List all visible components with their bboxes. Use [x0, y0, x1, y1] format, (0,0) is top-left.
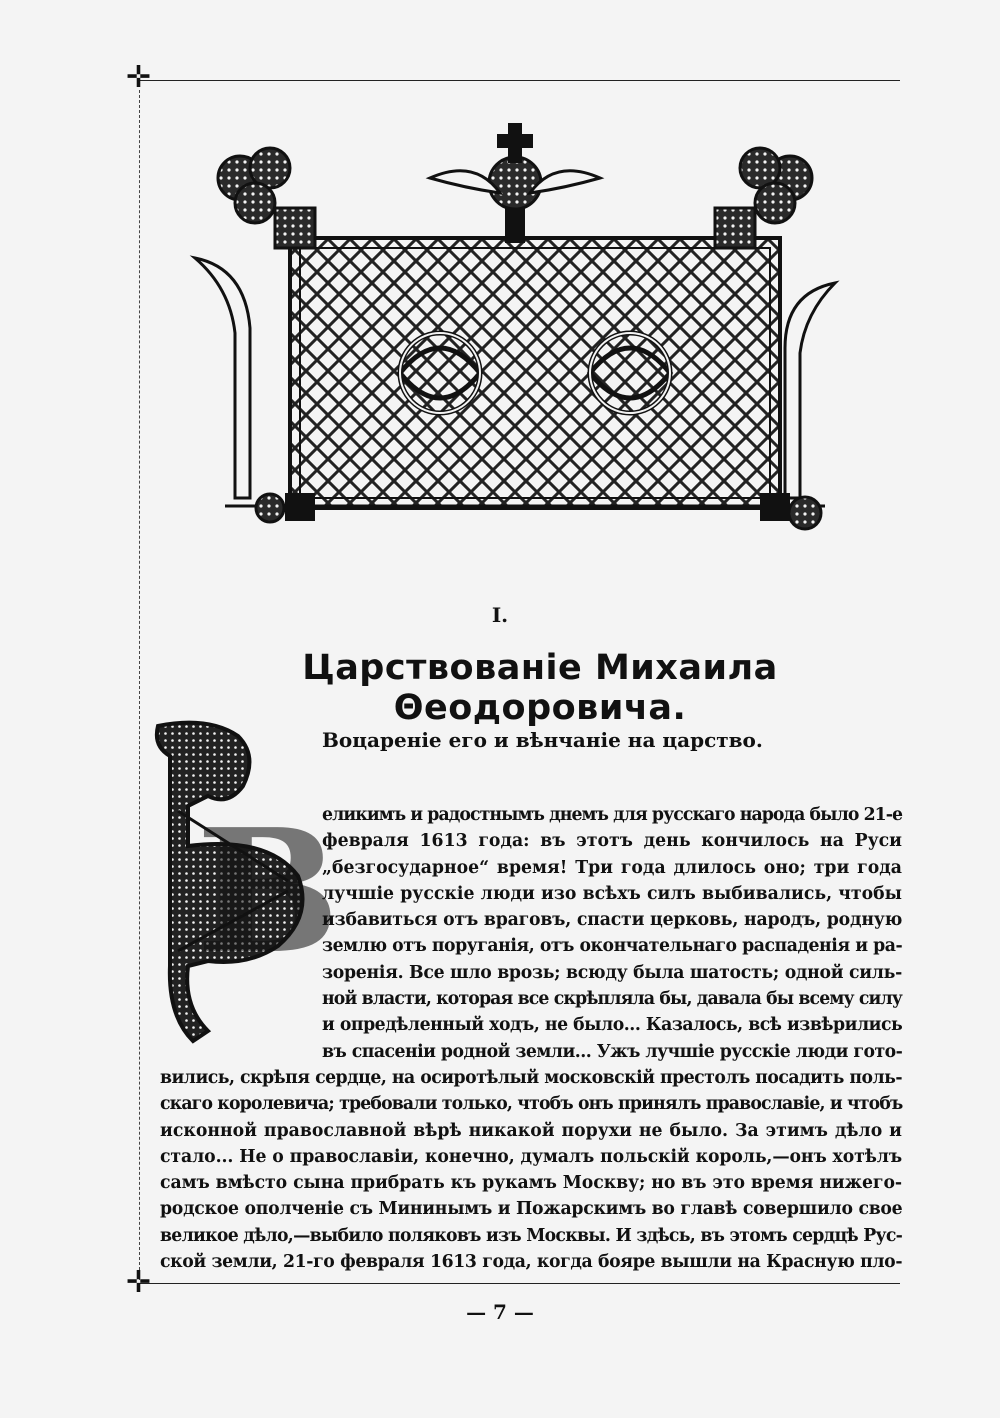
- text-line: стало... Не о православіи, конечно, думалъ польскій король,—онъ хотѣлъ: [160, 1146, 902, 1167]
- text-line: лучшіе русскіе люди изо всѣхъ силъ выбивались, чтобы: [322, 883, 902, 904]
- bottom-rule: [140, 1283, 900, 1284]
- headpiece-ornament: [185, 118, 845, 558]
- page-number: — 7 —: [466, 1300, 534, 1324]
- chapter-number: I.: [491, 603, 509, 627]
- drop-cap-letter: В: [196, 792, 340, 992]
- top-corner-cross-icon: ✛: [126, 60, 152, 95]
- text-line: избавиться отъ враговъ, спасти церковь, народъ, родную: [322, 910, 903, 931]
- bottom-corner-cross-icon: ✛: [126, 1265, 152, 1300]
- text-line: землю отъ поруганія, отъ окончательнаго распаденія и ра-: [322, 936, 903, 957]
- text-line: исконной православной вѣрѣ никакой порухи не было. За этимъ дѣло и: [160, 1120, 902, 1141]
- text-line: февраля 1613 года: въ этотъ день кончилось на Руси: [322, 831, 902, 852]
- chapter-subtitle: Воцареніе его и вѣнчаніе на царство.: [322, 728, 763, 752]
- top-rule: [140, 80, 900, 81]
- body-text-full: [160, 1065, 902, 1275]
- text-line: родское ополченіе съ Мининымъ и Пожарскимъ во главѣ совершило свое: [160, 1199, 903, 1220]
- text-line: „безгосударное“ время! Три года длилось оно; три года: [322, 857, 902, 878]
- text-line: и опредѣленный ходъ, не было... Казалось, всѣ извѣрились: [322, 1015, 903, 1036]
- text-line: вились, скрѣпя сердце, на осиротѣлый московскій престолъ посадить поль-: [160, 1068, 902, 1088]
- text-line: ной власти, которая все скрѣпляла бы, давала бы всему силу: [322, 989, 902, 1010]
- text-line: великое дѣло,—выбило поляковъ изъ Москвы. И здѣсь, въ этомъ сердцѣ Рус-: [160, 1225, 903, 1246]
- text-line: въ спасеніи родной земли... Ужъ лучшіе русскіе люди гото-: [322, 1041, 903, 1062]
- text-line: еликимъ и радостнымъ днемъ для русскаго народа было 21-е: [322, 805, 903, 825]
- text-line: ской земли, 21-го февраля 1613 года, когда бояре вышли на Красную пло-: [160, 1252, 903, 1273]
- text-line: скаго королевича; требовали только, чтобъ онъ принялъ православіе, и чтобъ: [160, 1094, 903, 1115]
- text-line: зоренія. Все шло врозь; всюду была шатость; одной силь-: [322, 962, 902, 983]
- chapter-title: Царствованіе Михаила Θеодоровича.: [302, 648, 778, 728]
- body-text-narrow: [322, 802, 902, 1065]
- text-line: самъ вмѣсто сына прибрать къ рукамъ Москву; но въ это время нижего-: [160, 1173, 902, 1194]
- illuminated-initial: [148, 716, 340, 1046]
- left-margin-rule: [139, 90, 140, 1280]
